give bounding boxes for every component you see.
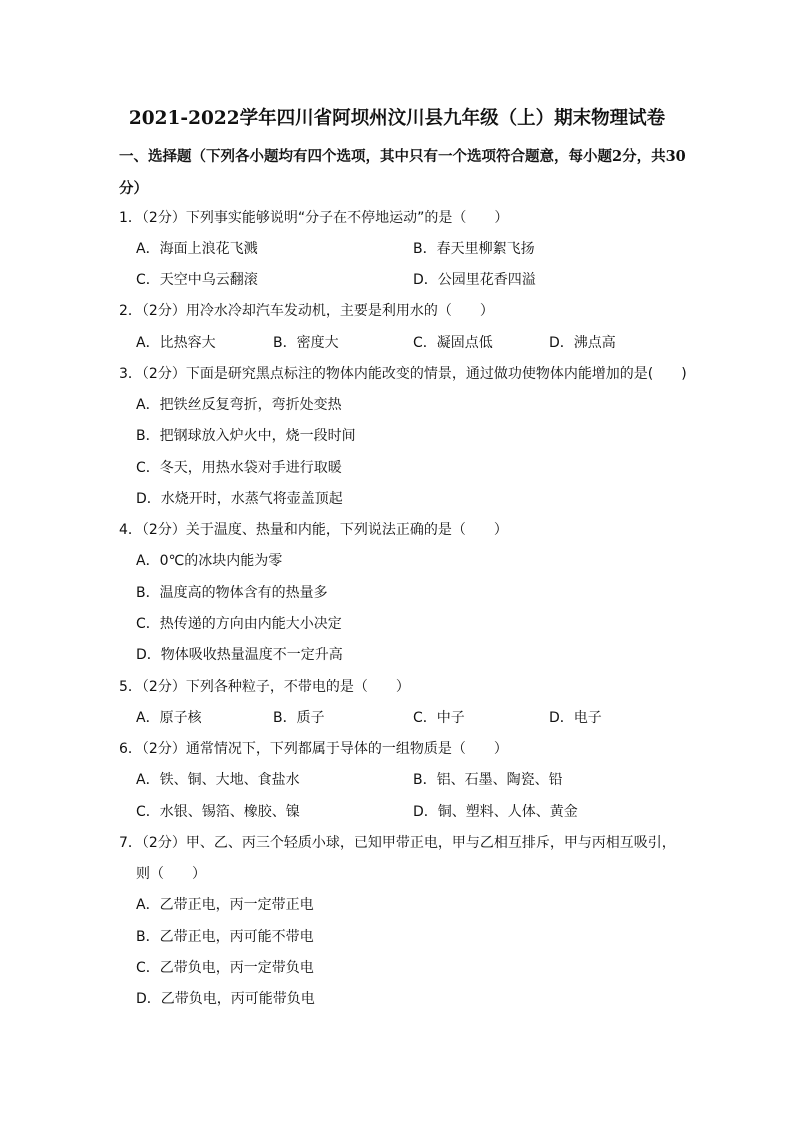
- question-7-stem: 7．（2分）甲、乙、丙三个轻质小球，已知甲带正电，甲与乙相互排斥，甲与丙相互吸引，: [119, 835, 676, 851]
- question-2-stem: 2．（2分）用冷水冷却汽车发动机，主要是利用水的（ ）: [119, 303, 494, 319]
- page-title: 2021-2022学年四川省阿坝州汶川县九年级（上）期末物理试卷: [128, 108, 666, 129]
- question-5-option-b: B．质子: [273, 710, 325, 726]
- section-heading-line2: 分）: [119, 180, 148, 197]
- question-3-option-c: C．冬天，用热水袋对手进行取暖: [136, 460, 342, 476]
- question-3-stem: 3．（2分）下面是研究黑点标注的物体内能改变的情景，通过做功使物体内能增加的是( ): [119, 366, 687, 382]
- question-2-option-b: B．密度大: [273, 335, 339, 351]
- question-3-option-a: A．把铁丝反复弯折，弯折处变热: [136, 397, 342, 413]
- question-6-option-b: B．铝、石墨、陶瓷、铅: [413, 772, 563, 788]
- question-7-option-b: B．乙带正电，丙可能不带电: [136, 929, 314, 945]
- question-2-option-c: C．凝固点低: [413, 335, 493, 351]
- question-6-option-d: D．铜、塑料、人体、黄金: [413, 804, 578, 820]
- question-4-option-c: C．热传递的方向由内能大小决定: [136, 616, 342, 632]
- question-5-option-a: A．原子核: [136, 710, 202, 726]
- question-7-option-d: D．乙带负电，丙可能带负电: [136, 991, 315, 1007]
- question-4-option-d: D．物体吸收热量温度不一定升高: [136, 647, 343, 663]
- question-3-option-b: B．把钢球放入炉火中，烧一段时间: [136, 428, 356, 444]
- question-2-option-a: A．比热容大: [136, 335, 216, 351]
- question-6-option-a: A．铁、铜、大地、食盐水: [136, 772, 300, 788]
- question-4-stem: 4．（2分）关于温度、热量和内能，下列说法正确的是（ ）: [119, 522, 508, 538]
- question-3-option-d: D．水烧开时，水蒸气将壶盖顶起: [136, 491, 343, 507]
- question-6-stem: 6．（2分）通常情况下，下列都属于导体的一组物质是（ ）: [119, 741, 508, 757]
- question-5-option-c: C．中子: [413, 710, 465, 726]
- section-heading-line1: 一、选择题（下列各小题均有四个选项，其中只有一个选项符合题意，每小题2分，共30: [119, 148, 686, 165]
- question-4-option-a: A．0℃的冰块内能为零: [136, 553, 283, 569]
- question-1-option-b: B．春天里柳絮飞扬: [413, 241, 535, 257]
- question-2-option-d: D．沸点高: [549, 335, 616, 351]
- question-6-option-c: C．水银、锡箔、橡胶、镍: [136, 804, 300, 820]
- question-1-option-a: A．海面上浪花飞溅: [136, 241, 258, 257]
- question-7-option-a: A．乙带正电，丙一定带正电: [136, 897, 314, 913]
- question-1-stem: 1．（2分）下列事实能够说明“分子在不停地运动”的是（ ）: [119, 210, 509, 226]
- question-1-option-c: C．天空中乌云翻滚: [136, 272, 258, 288]
- question-7-stem-continuation: 则（ ）: [136, 866, 206, 882]
- question-4-option-b: B．温度高的物体含有的热量多: [136, 585, 328, 601]
- question-5-option-d: D．电子: [549, 710, 602, 726]
- question-5-stem: 5．（2分）下列各种粒子，不带电的是（ ）: [119, 679, 410, 695]
- question-7-option-c: C．乙带负电，丙一定带负电: [136, 960, 314, 976]
- question-1-option-d: D．公园里花香四溢: [413, 272, 536, 288]
